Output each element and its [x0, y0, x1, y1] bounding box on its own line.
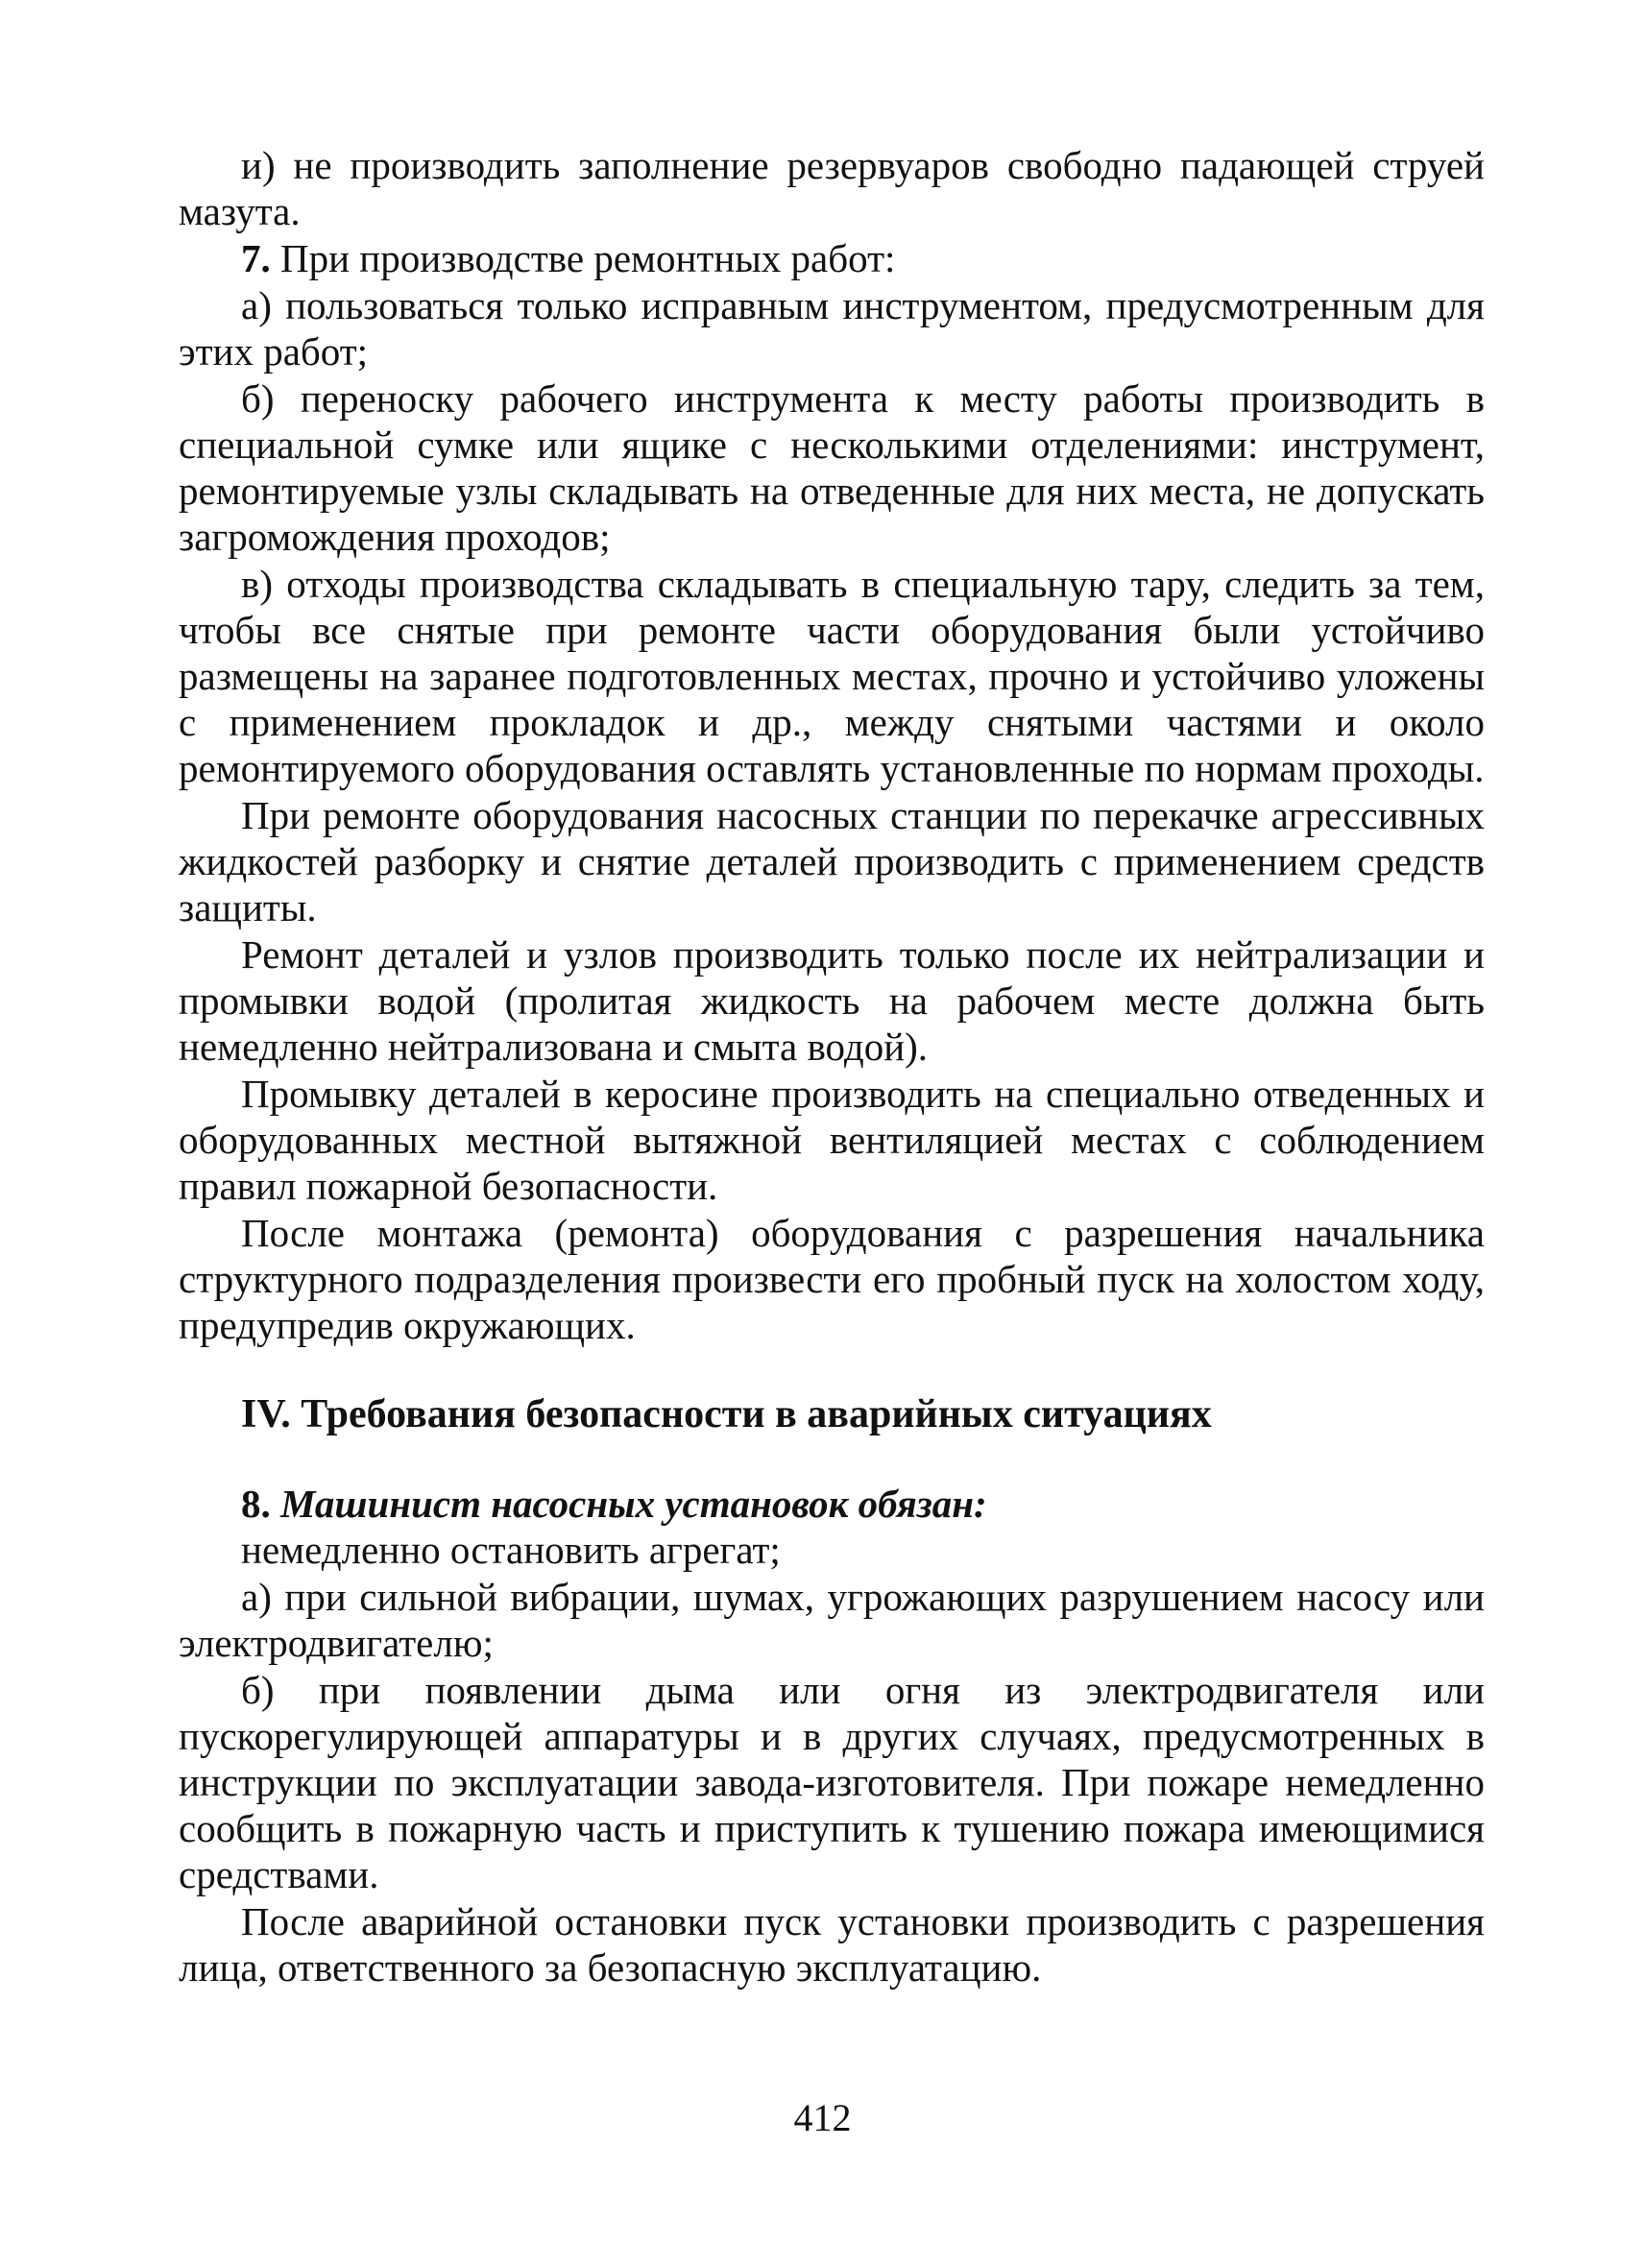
item-number-7: 7.: [241, 236, 271, 280]
paragraph-a2: а) при сильной вибрации, шумах, угрожающих разрушением насосу или электродвигателю;: [179, 1575, 1485, 1665]
paragraph-i: и) не производить заполнение резервуаров свободно падающей струей мазута.: [179, 143, 1485, 233]
paragraph-v: в) отходы производства складывать в специальную тару, следить за тем, чтобы все снятые при ремонте части оборудования были устойчиво размещены на заранее подготовленных местах, прочно и устойчиво уложены с применением прокладок и др., между снятыми частями и около ремонтируемого оборудования оставлять установленные по нормам проходы.: [179, 562, 1485, 790]
paragraph-b: б) переноску рабочего инструмента к месту работы производить в специальной сумке или ящике с несколькими отделениями: инструмент, ремонтируемые узлы складывать на отведенные для них места, не допускать загромождения проходов;: [179, 376, 1485, 559]
item-number-8: 8.: [241, 1482, 271, 1526]
paragraph-pump-stations: При ремонте оборудования насосных станции по перекачке агрессивных жидкостей разборку и снятие деталей производить с применением средств защиты.: [179, 793, 1485, 929]
document-page: [179, 142, 1485, 1991]
paragraph-a: а) пользоваться только исправным инструментом, предусмотренным для этих работ;: [179, 283, 1485, 374]
section-heading: IV. Требования безопасности в аварийных ситуациях: [241, 1392, 1212, 1436]
paragraph-7: [179, 235, 1485, 281]
paragraph-repair-parts: Ремонт деталей и узлов производить только после их нейтрализации и промывки водой (пролитая жидкость на рабочем месте должна быть немедленно нейтрализована и смыта водой).: [179, 932, 1485, 1069]
paragraph-b2: б) при появлении дыма или огня из электродвигателя или пускорегулирующей аппаратуры и в других случаях, предусмотренных в инструкции по эксплуатации завода-изготовителя. При пожаре немедленно сообщить в пожарную часть и приступить к тушению пожара имеющимися средствами.: [179, 1668, 1485, 1896]
page-number: 412: [793, 2096, 852, 2139]
paragraph-stop-unit: немедленно остановить агрегат;: [241, 1528, 781, 1572]
paragraph-7-text: При производстве ремонтных работ:: [280, 236, 896, 280]
paragraph-8-title: Машинист насосных установок обязан:: [280, 1482, 987, 1526]
paragraph-trial-run: После монтажа (ремонта) оборудования с разрешения начальника структурного подразделения произвести его пробный пуск на холостом ходу, предупредив окружающих.: [179, 1211, 1485, 1347]
paragraph-restart: После аварийной остановки пуск установки производить с разрешения лица, ответственного за безопасную эксплуатацию.: [179, 1899, 1485, 1990]
paragraph-8: [179, 1481, 1485, 1527]
paragraph-kerosene-wash: Промывку деталей в керосине производить на специально отведенных и оборудованных местной вытяжной вентиляцией местах с соблюдением правил пожарной безопасности.: [179, 1072, 1485, 1208]
